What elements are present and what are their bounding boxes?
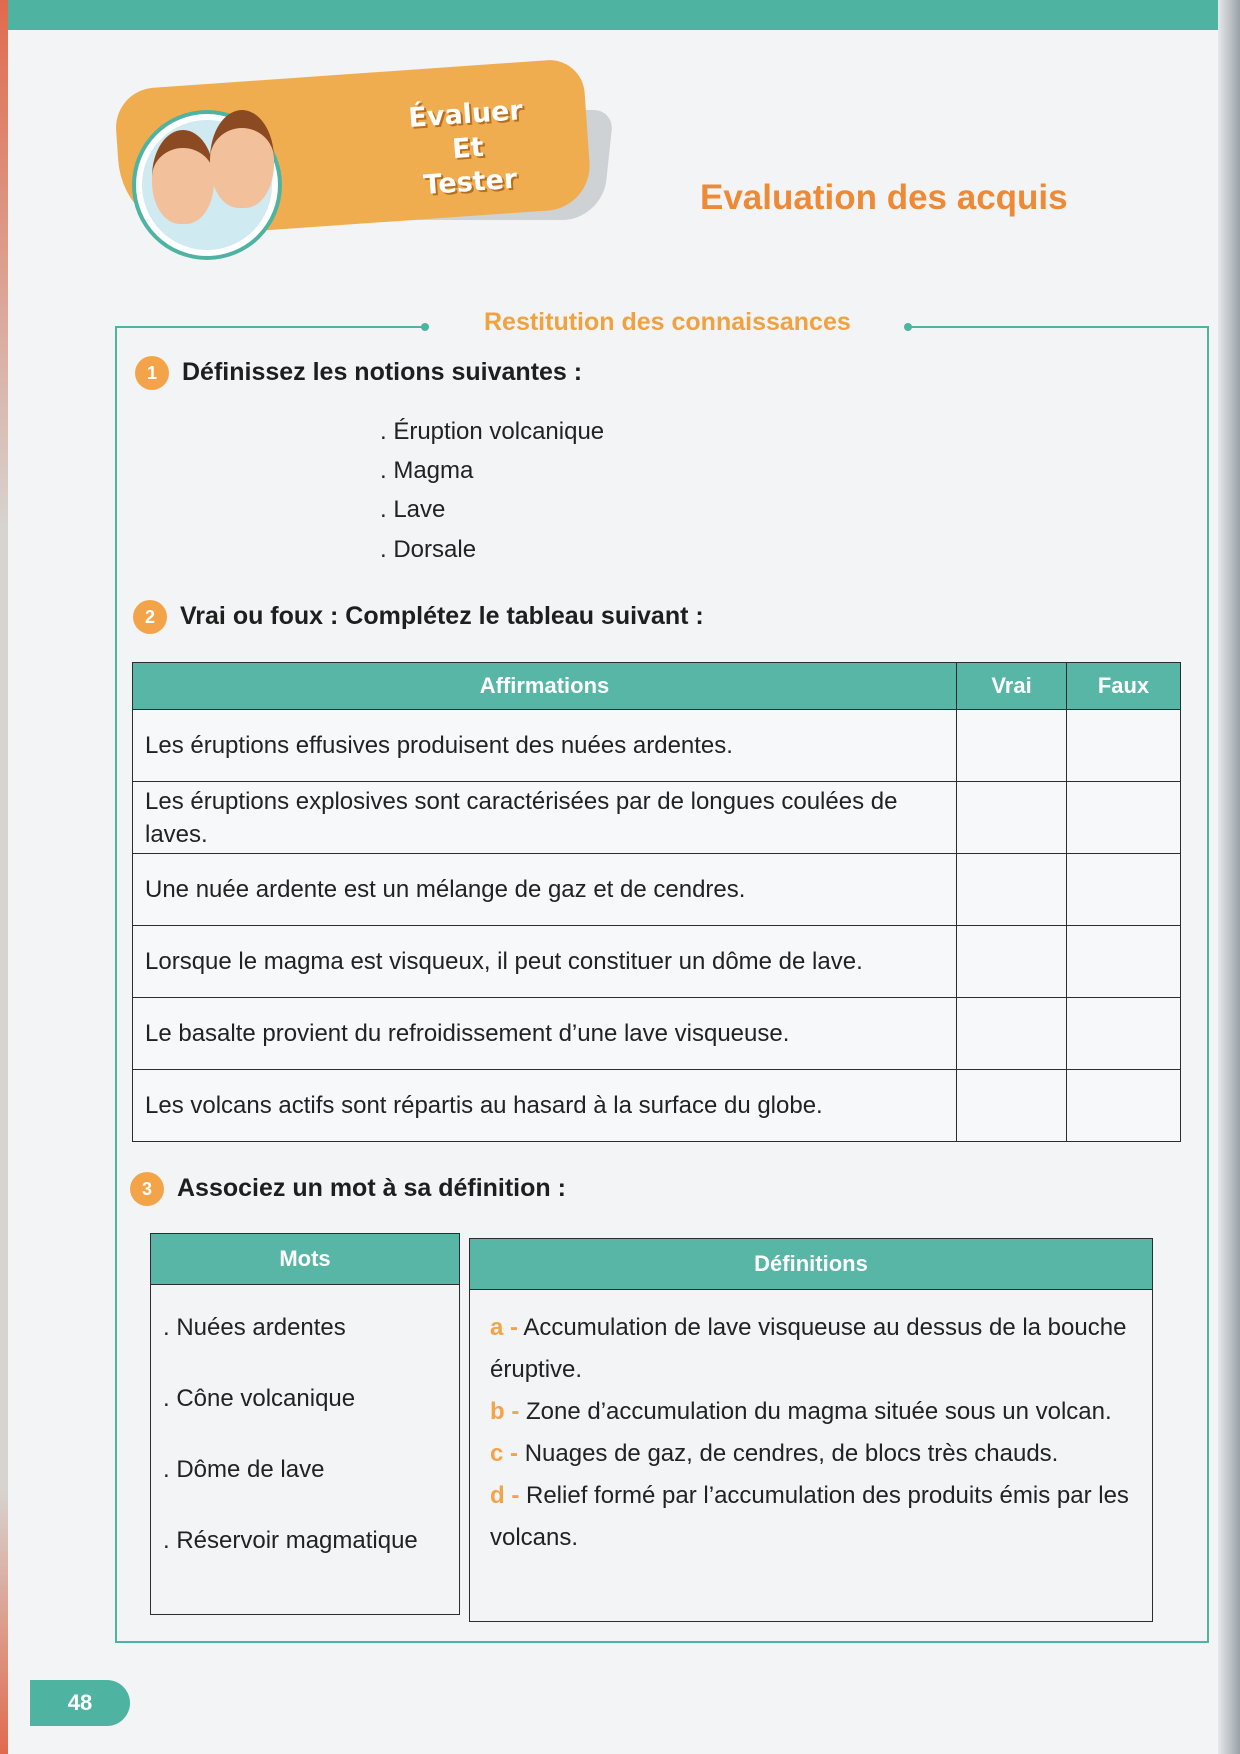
badge-line: Et [451,131,485,166]
faux-answer-cell[interactable] [1067,1070,1181,1142]
definition-item [490,1391,1140,1433]
definition-text: Zone d’accumulation du magma située sous un volcan. [526,1398,1112,1425]
divider [115,326,425,328]
question-1-title: Définissez les notions suivantes : [182,358,583,386]
affirmation-cell: Lorsque le magma est visqueux, il peut constituer un dôme de lave. [133,926,957,998]
definition-item [490,1433,1140,1475]
page-edge [0,0,8,1754]
vrai-answer-cell[interactable] [957,782,1067,854]
faux-answer-cell[interactable] [1067,854,1181,926]
evaluer-tester-badge [118,74,588,230]
word-item: . Réservoir magmatique [163,1527,418,1554]
definition-letter: b - [490,1398,520,1425]
definition-item [490,1475,1140,1559]
badge-line: Évaluer [407,95,524,135]
question-number-badge: 3 [130,1172,164,1206]
affirmation-cell: Les éruptions explosives sont caractérisées par de longues coulées de laves. [133,782,957,854]
definition-text: Accumulation de lave visqueuse au dessus de la bouche éruptive. [490,1314,1127,1383]
question-number-badge: 1 [135,356,169,390]
badge-line: Tester [422,163,519,202]
definition-text: Nuages de gaz, de cendres, de blocs très chauds. [524,1440,1059,1467]
words-table [150,1233,460,1615]
definition-text: Relief formé par l’accumulation des produits émis par les volcans. [490,1482,1129,1551]
column-header-mots: Mots [151,1234,459,1285]
definition-letter: d - [490,1482,520,1509]
page-title: Evaluation des acquis [700,178,1068,217]
mascot-face-icon [210,110,274,208]
affirmation-cell: Les éruptions effusives produisent des nuées ardentes. [133,710,957,782]
top-band [0,0,1240,30]
affirmation-cell: Une nuée ardente est un mélange de gaz et de cendres. [133,854,957,926]
notion-item: . Éruption volcanique [380,418,605,445]
table-row [133,854,1181,926]
word-item: . Dôme de lave [163,1456,325,1483]
table-row [133,998,1181,1070]
table-row [133,1070,1181,1142]
notion-item: . Lave [380,496,446,523]
question-2-title: Vrai ou foux : Complétez le tableau suivant : [180,602,704,630]
vrai-answer-cell[interactable] [957,998,1067,1070]
word-item: . Nuées ardentes [163,1314,346,1341]
page-number: 48 [30,1680,130,1726]
vrai-answer-cell[interactable] [957,710,1067,782]
column-header-vrai: Vrai [957,663,1067,710]
vrai-answer-cell[interactable] [957,854,1067,926]
column-header-faux: Faux [1067,663,1181,710]
mascot-face-icon [152,130,214,224]
definition-letter: c - [490,1440,519,1467]
question-number-badge: 2 [133,600,167,634]
faux-answer-cell[interactable] [1067,926,1181,998]
section-title: Restitution des connaissances [484,308,851,336]
column-header-definitions: Définitions [470,1239,1152,1290]
divider-dot [421,323,429,331]
faux-answer-cell[interactable] [1067,782,1181,854]
table-row [133,926,1181,998]
vrai-answer-cell[interactable] [957,926,1067,998]
definition-letter: a - [490,1314,519,1341]
word-item: . Cône volcanique [163,1385,356,1412]
badge-text [365,91,572,207]
question-3-title: Associez un mot à sa définition : [177,1174,566,1202]
vrai-answer-cell[interactable] [957,1070,1067,1142]
divider [908,326,1207,328]
table-row [133,710,1181,782]
column-header-affirmations: Affirmations [133,663,957,710]
notion-item: . Magma [380,457,474,484]
divider-dot [904,323,912,331]
affirmation-cell: Les volcans actifs sont répartis au hasard à la surface du globe. [133,1070,957,1142]
definition-item [490,1307,1140,1391]
faux-answer-cell[interactable] [1067,710,1181,782]
table-row [133,782,1181,854]
affirmation-cell: Le basalte provient du refroidissement d’une lave visqueuse. [133,998,957,1070]
notion-item: . Dorsale [380,536,477,563]
definitions-list [490,1307,1140,1559]
true-false-table [132,662,1181,1142]
page-gutter [1218,0,1240,1754]
definitions-table [469,1238,1153,1622]
faux-answer-cell[interactable] [1067,998,1181,1070]
